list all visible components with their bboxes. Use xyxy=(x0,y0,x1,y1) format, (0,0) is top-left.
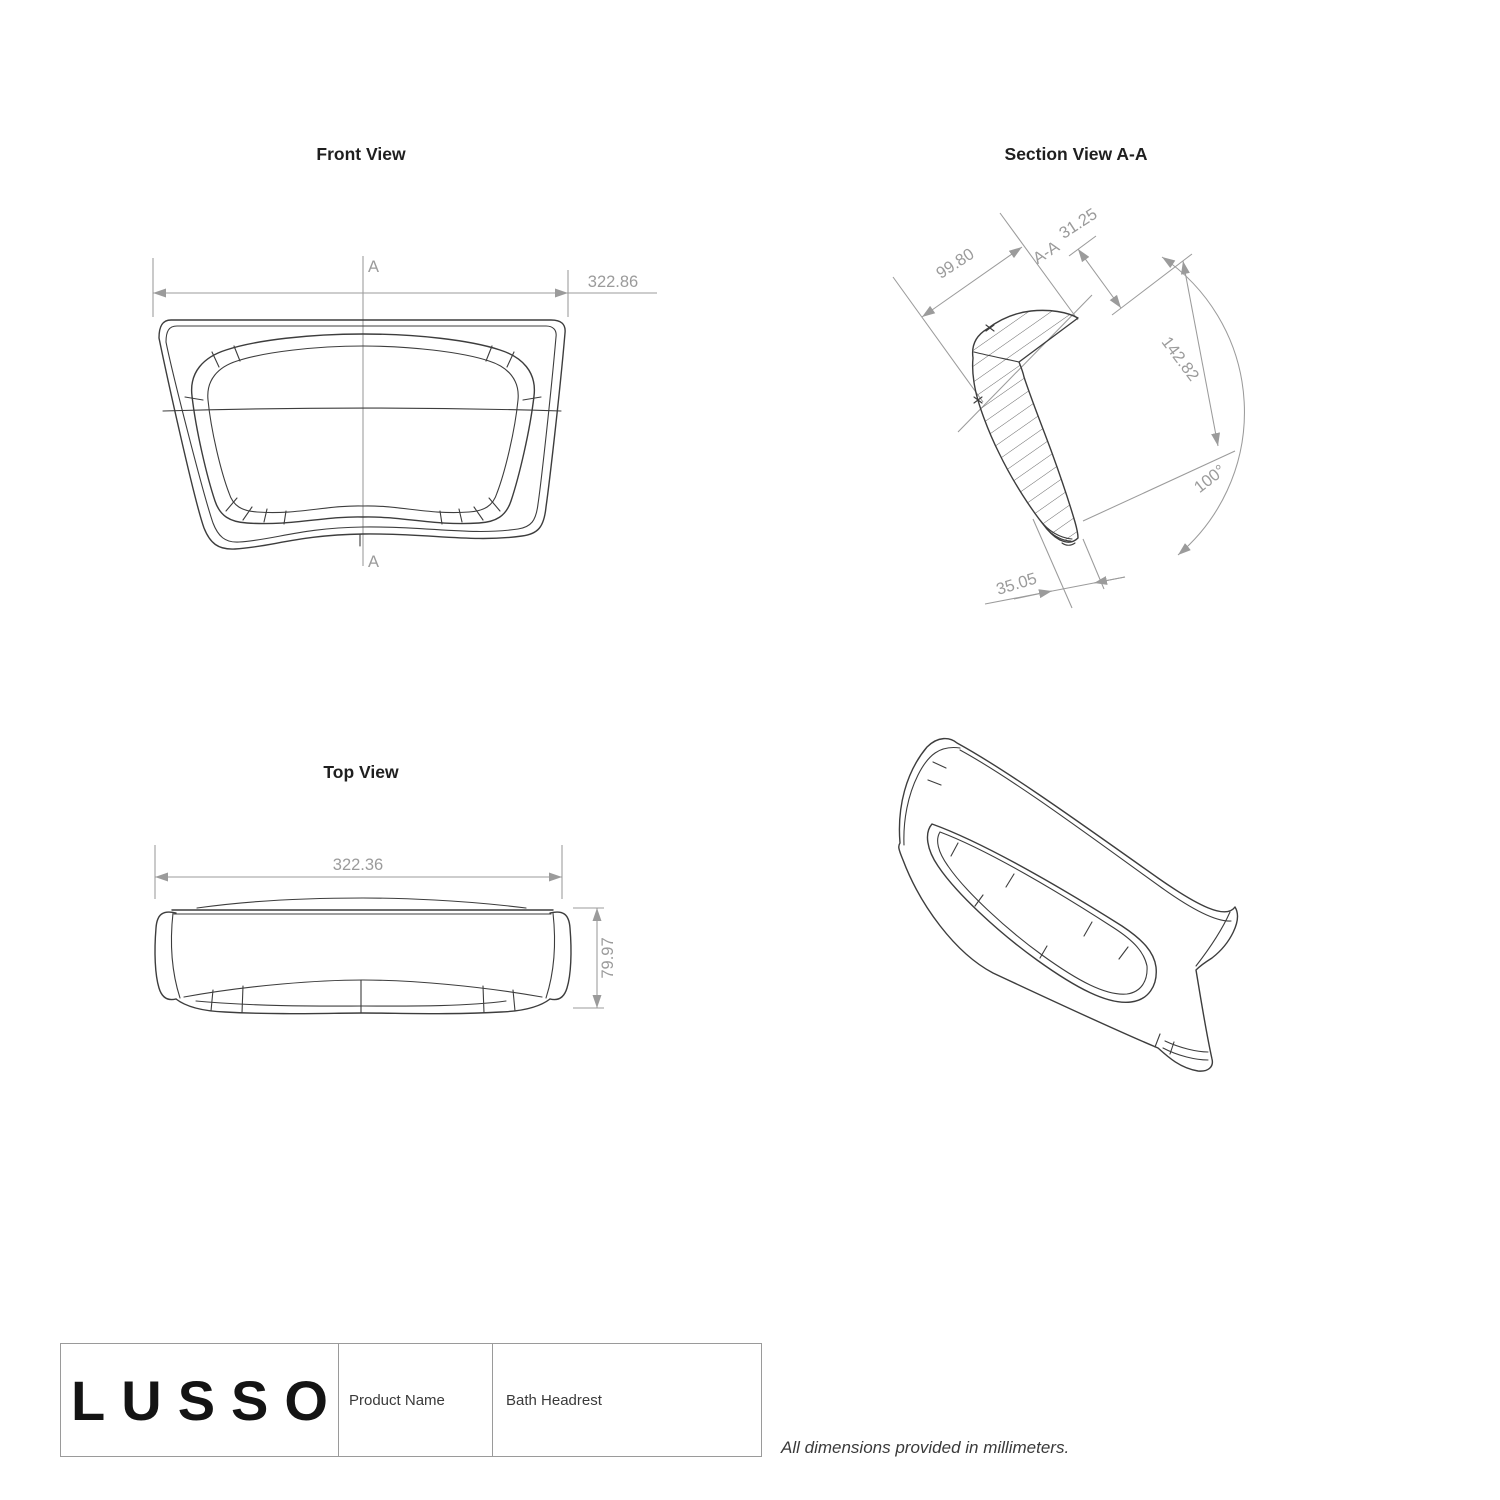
top-right-cap-inner xyxy=(546,913,555,998)
top-depth-dim: 79.97 xyxy=(599,937,617,979)
product-name-value: Bath Headrest xyxy=(506,1391,602,1409)
iso-spine-band-line xyxy=(960,750,1231,921)
top-inner-contour xyxy=(184,980,542,997)
isometric-view xyxy=(899,739,1238,1072)
top-right-cap xyxy=(550,912,571,1000)
top-left-cap-inner xyxy=(171,913,180,998)
top-width-dim: 322.36 xyxy=(332,856,384,874)
top-left-cap xyxy=(155,912,176,1000)
front-view-title: Front View xyxy=(316,144,406,164)
section-dim-31: 31.25 xyxy=(1056,205,1101,243)
title-block-field-label-cell xyxy=(339,1344,493,1456)
section-angle-arc xyxy=(1162,257,1244,555)
front-outer-contour xyxy=(159,320,565,549)
front-parting-line xyxy=(163,408,561,411)
front-view xyxy=(153,144,657,571)
front-section-marker-bottom: A xyxy=(368,553,380,571)
company-logo: LUSSO xyxy=(71,1368,344,1432)
section-dim-35-arrow-right xyxy=(1094,577,1125,583)
section-dim-142: 142.82 xyxy=(1157,333,1203,385)
top-seam-ticks xyxy=(211,980,515,1013)
iso-seam-ticks xyxy=(928,762,1174,1054)
title-block-logo-cell xyxy=(61,1344,344,1456)
section-view-title: Section View A-A xyxy=(1004,144,1148,164)
section-dim-31-line xyxy=(1078,249,1121,308)
product-name-label: Product Name xyxy=(349,1391,445,1409)
section-dim-99: 99.80 xyxy=(933,245,978,283)
top-back-hump xyxy=(197,898,526,908)
title-block xyxy=(60,1343,762,1457)
top-view xyxy=(155,762,617,1014)
iso-cushion-rim-outer xyxy=(927,824,1156,1002)
title-block-field-value-cell xyxy=(493,1344,761,1456)
iso-cushion-rim-inner xyxy=(938,832,1147,994)
front-section-marker-top: A xyxy=(368,258,380,276)
section-ext-tick-a xyxy=(1069,236,1096,256)
section-profile xyxy=(973,310,1078,542)
section-view xyxy=(893,144,1244,608)
iso-ear-inner-line xyxy=(904,747,960,845)
section-dim-angle: 100° xyxy=(1190,461,1229,497)
top-view-title: Top View xyxy=(323,762,399,782)
section-dim-35: 35.05 xyxy=(994,569,1039,599)
section-ext-line-3 xyxy=(1112,254,1192,315)
front-inner-offset-contour xyxy=(166,326,556,542)
dimensions-footnote: All dimensions provided in millimeters. xyxy=(781,1438,1070,1457)
front-width-dim: 322.86 xyxy=(587,273,639,291)
section-label-aa: A-A xyxy=(1029,237,1063,268)
section-ext-line-1 xyxy=(893,277,983,402)
